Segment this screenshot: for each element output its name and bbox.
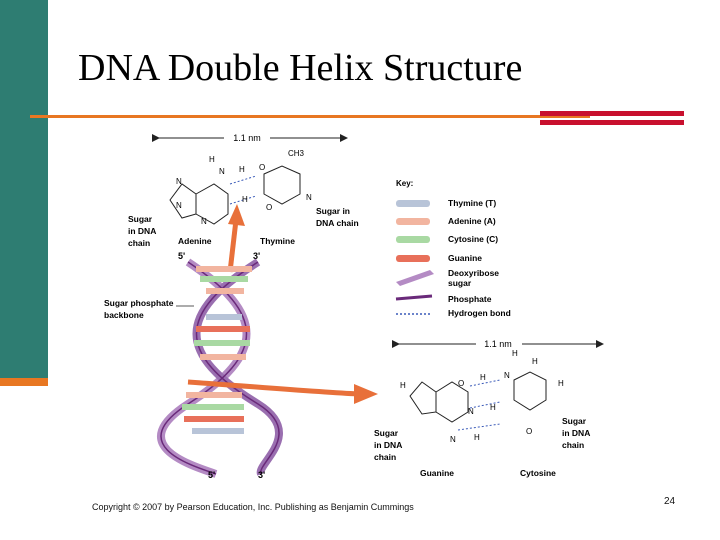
top-width-label: 1.1 nm — [233, 133, 261, 143]
cytosine-label: Cytosine — [520, 468, 556, 478]
page-number: 24 — [664, 496, 676, 507]
five-prime-bottom: 5' — [208, 470, 216, 480]
mid-width-label: 1.1 nm — [484, 339, 512, 349]
key-label-deoxyribose: Deoxyribose — [448, 268, 500, 278]
atom-h-2: H — [239, 165, 245, 174]
atom-n-5: N — [306, 193, 312, 202]
key-label-thymine: Thymine (T) — [448, 198, 497, 208]
pointer-arrow-up-head — [228, 204, 245, 226]
copyright-notice: Copyright © 2007 by Pearson Education, Inc. Publishing as Benjamin Cummings — [92, 502, 414, 512]
atom-h-10: H — [474, 433, 480, 442]
atom-o-4: O — [526, 427, 533, 436]
sugar-right-2-line-2: in DNA — [562, 428, 591, 438]
atom-h-7: H — [480, 373, 486, 382]
backbone-label-line-1: Sugar phosphate — [104, 298, 174, 308]
atom-h-6: H — [400, 381, 406, 390]
pointer-arrow-up — [230, 220, 236, 272]
atom-n-6: N — [504, 371, 510, 380]
atom-h-3: H — [242, 195, 248, 204]
backbone-label-line-2: backbone — [104, 310, 144, 320]
title-underline — [30, 115, 590, 118]
dna-diagram-svg — [96, 124, 616, 490]
sugar-right-2-line-1: Sugar — [562, 416, 587, 426]
sugar-left-1-line-2: in DNA — [128, 226, 157, 236]
sugar-left-1-line-3: chain — [128, 238, 151, 248]
atom-n-3: N — [176, 201, 182, 210]
atom-o-1: O — [259, 163, 266, 172]
key-label-phosphate: Phosphate — [448, 294, 492, 304]
key-label-cytosine: Cytosine (C) — [448, 234, 499, 244]
sugar-left-1-line-1: Sugar — [128, 214, 153, 224]
atom-h-4: H — [512, 349, 518, 358]
guanine-cytosine-pair — [410, 372, 546, 430]
atom-o-3: O — [458, 379, 465, 388]
dna-diagram — [96, 124, 616, 490]
double-helix — [161, 262, 279, 474]
atom-n-8: N — [450, 435, 456, 444]
atom-n-7: N — [468, 407, 474, 416]
pointer-arrow-right-head — [354, 384, 378, 404]
key-label-guanine: Guanine — [448, 253, 483, 263]
five-prime-top: 5' — [178, 251, 186, 261]
sugar-left-2-line-2: in DNA — [374, 440, 403, 450]
sugar-left-2-line-3: chain — [374, 452, 397, 462]
key-label-adenine: Adenine (A) — [448, 216, 496, 226]
atom-o-2: O — [266, 203, 273, 212]
slide-side-bar — [0, 0, 48, 385]
atom-n-1: N — [219, 167, 225, 176]
atom-h-5: H — [532, 357, 538, 366]
key-legend — [396, 179, 511, 318]
thymine-label: Thymine — [260, 236, 295, 246]
sugar-right-2-line-3: chain — [562, 440, 585, 450]
sugar-left-2-line-1: Sugar — [374, 428, 399, 438]
three-prime-bottom: 3' — [258, 470, 266, 480]
slide-side-bar-tip — [0, 378, 48, 386]
ch3-label: CH3 — [288, 149, 305, 158]
key-label-sugar: sugar — [448, 278, 472, 288]
key-title: Key: — [396, 179, 414, 188]
atom-n-2: N — [176, 177, 182, 186]
three-prime-top: 3' — [253, 251, 261, 261]
atom-h-8: H — [558, 379, 564, 388]
atom-n-4: N — [201, 217, 207, 226]
atom-h-9: H — [490, 403, 496, 412]
adenine-label: Adenine — [178, 236, 212, 246]
guanine-label: Guanine — [420, 468, 455, 478]
sugar-right-1-line-1: Sugar in — [316, 206, 351, 216]
sugar-right-1-line-2: DNA chain — [316, 218, 359, 228]
atom-h-1: H — [209, 155, 215, 164]
title-accent-bar-top — [540, 111, 684, 116]
slide-title: DNA Double Helix Structure — [78, 47, 523, 89]
key-label-hydrogen-bond: Hydrogen bond — [448, 308, 511, 318]
